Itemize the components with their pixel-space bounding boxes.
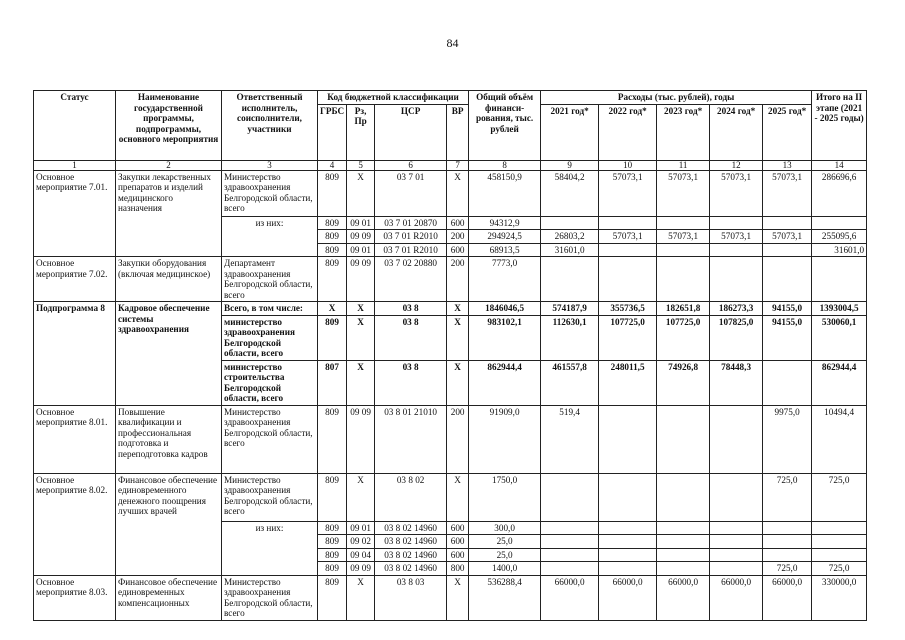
cell-name: Закупки оборудования (включая медицинское) xyxy=(116,257,222,302)
cell-vr: X xyxy=(447,170,469,216)
cell-csr: 03 8 xyxy=(375,302,447,316)
cell-total: 1400,0 xyxy=(469,562,541,576)
cell-2025 xyxy=(763,257,812,302)
table-row xyxy=(34,302,867,316)
cell-vr: X xyxy=(447,302,469,316)
cell-stage-total xyxy=(812,216,867,230)
cell-rzpr: 09 02 xyxy=(347,535,375,549)
cell-grbs: X xyxy=(318,302,347,316)
cell-grbs: 809 xyxy=(318,521,347,535)
cell-csr: 03 8 xyxy=(375,315,447,360)
cell-2024 xyxy=(710,562,763,576)
header-name: Наименование государственной программы, подпрограммы, основного мероприятия xyxy=(116,91,222,161)
cell-2021 xyxy=(541,548,599,562)
cell-vr: 800 xyxy=(447,562,469,576)
cell-2024 xyxy=(710,405,763,473)
cell-2024 xyxy=(710,521,763,535)
cell-responsible: из них: xyxy=(222,521,318,575)
cell-2023 xyxy=(657,535,710,549)
budget-table xyxy=(33,90,867,621)
cell-responsible: Министерство здравоохранения Белгородской области, всего xyxy=(222,170,318,216)
cell-total: 91909,0 xyxy=(469,405,541,473)
header-expenses: Расходы (тыс. рублей), годы xyxy=(541,91,812,105)
cell-name: Повышение квалификации и профессиональная подготовка и переподготовка кадров xyxy=(116,405,222,473)
col-number: 4 xyxy=(318,160,347,170)
cell-total: 68913,5 xyxy=(469,243,541,257)
cell-status: Основное мероприятие 7.01. xyxy=(34,170,116,257)
cell-2021: 66000,0 xyxy=(541,575,599,620)
cell-stage-total: 530060,1 xyxy=(812,315,867,360)
table-row xyxy=(34,170,867,216)
cell-total: 983102,1 xyxy=(469,315,541,360)
cell-2024 xyxy=(710,257,763,302)
cell-vr: X xyxy=(447,360,469,405)
col-number: 7 xyxy=(447,160,469,170)
cell-2023 xyxy=(657,473,710,521)
cell-rzpr: 09 01 xyxy=(347,243,375,257)
header-stage-total: Итого на II этапе (2021 - 2025 годы) xyxy=(812,91,867,161)
col-number: 8 xyxy=(469,160,541,170)
cell-rzpr: X xyxy=(347,315,375,360)
cell-2021: 58404,2 xyxy=(541,170,599,216)
cell-vr: 200 xyxy=(447,257,469,302)
cell-2025: 57073,1 xyxy=(763,170,812,216)
cell-total: 458150,9 xyxy=(469,170,541,216)
header-2024: 2024 год* xyxy=(710,104,763,160)
cell-status: Основное мероприятие 7.02. xyxy=(34,257,116,302)
cell-2021 xyxy=(541,257,599,302)
cell-2021 xyxy=(541,521,599,535)
col-number: 1 xyxy=(34,160,116,170)
cell-2024: 107825,0 xyxy=(710,315,763,360)
col-number: 10 xyxy=(599,160,657,170)
cell-grbs: 809 xyxy=(318,315,347,360)
cell-2022: 57073,1 xyxy=(599,170,657,216)
cell-rzpr: X xyxy=(347,302,375,316)
col-number: 12 xyxy=(710,160,763,170)
cell-rzpr: 09 09 xyxy=(347,257,375,302)
cell-csr: 03 7 01 R2010 xyxy=(375,230,447,244)
cell-csr: 03 8 02 14960 xyxy=(375,535,447,549)
cell-csr: 03 8 03 xyxy=(375,575,447,620)
cell-stage-total: 10494,4 xyxy=(812,405,867,473)
header-total: Общий объём финанси-рования, тыс. рублей xyxy=(469,91,541,161)
col-number: 5 xyxy=(347,160,375,170)
cell-rzpr: X xyxy=(347,360,375,405)
cell-stage-total xyxy=(812,257,867,302)
cell-2024 xyxy=(710,535,763,549)
cell-2025: 725,0 xyxy=(763,562,812,576)
cell-total: 1846046,5 xyxy=(469,302,541,316)
cell-2023 xyxy=(657,216,710,230)
table-row xyxy=(34,473,867,521)
cell-2022 xyxy=(599,243,657,257)
cell-2021 xyxy=(541,535,599,549)
cell-grbs: 809 xyxy=(318,243,347,257)
cell-csr: 03 7 01 20870 xyxy=(375,216,447,230)
cell-name: Финансовое обеспечение единовременного денежного поощрения лучших врачей xyxy=(116,473,222,575)
cell-2022: 66000,0 xyxy=(599,575,657,620)
cell-total: 94312,9 xyxy=(469,216,541,230)
cell-2024 xyxy=(710,243,763,257)
cell-total: 1750,0 xyxy=(469,473,541,521)
header-vr: ВР xyxy=(447,104,469,160)
cell-rzpr: 09 09 xyxy=(347,405,375,473)
cell-responsible: из них: xyxy=(222,216,318,257)
cell-stage-total: 1393004,5 xyxy=(812,302,867,316)
cell-grbs: 809 xyxy=(318,535,347,549)
cell-csr: 03 8 02 14960 xyxy=(375,562,447,576)
header-2022: 2022 год* xyxy=(599,104,657,160)
cell-2022: 57073,1 xyxy=(599,230,657,244)
header-2023: 2023 год* xyxy=(657,104,710,160)
col-number: 14 xyxy=(812,160,867,170)
cell-2025 xyxy=(763,521,812,535)
cell-2022: 355736,5 xyxy=(599,302,657,316)
cell-responsible: Министерство здравоохранения Белгородской области, всего xyxy=(222,575,318,620)
cell-responsible: министерство здравоохранения Белгородской области, всего xyxy=(222,315,318,360)
header-budget-code: Код бюджетной классификации xyxy=(318,91,469,105)
cell-stage-total: 31601,0 xyxy=(812,243,867,257)
cell-vr: 200 xyxy=(447,405,469,473)
cell-vr: X xyxy=(447,315,469,360)
cell-status: Основное мероприятие 8.03. xyxy=(34,575,116,620)
cell-2024 xyxy=(710,216,763,230)
cell-vr: X xyxy=(447,575,469,620)
cell-total: 862944,4 xyxy=(469,360,541,405)
cell-vr: 600 xyxy=(447,243,469,257)
cell-2025: 9975,0 xyxy=(763,405,812,473)
cell-responsible: Министерство здравоохранения Белгородской области, всего xyxy=(222,405,318,473)
cell-rzpr: 09 01 xyxy=(347,521,375,535)
column-number-row xyxy=(34,160,867,170)
cell-total: 294924,5 xyxy=(469,230,541,244)
cell-2024: 57073,1 xyxy=(710,230,763,244)
cell-2025: 57073,1 xyxy=(763,230,812,244)
cell-2025: 725,0 xyxy=(763,473,812,521)
cell-csr: 03 8 01 21010 xyxy=(375,405,447,473)
cell-vr: 600 xyxy=(447,548,469,562)
table-row xyxy=(34,257,867,302)
cell-responsible: Всего, в том числе: xyxy=(222,302,318,316)
cell-grbs: 807 xyxy=(318,360,347,405)
cell-rzpr: X xyxy=(347,575,375,620)
header-grbs: ГРБС xyxy=(318,104,347,160)
cell-2024 xyxy=(710,548,763,562)
cell-csr: 03 7 02 20880 xyxy=(375,257,447,302)
cell-total: 25,0 xyxy=(469,535,541,549)
cell-grbs: 809 xyxy=(318,216,347,230)
cell-responsible: министерство строительства Белгородской области, всего xyxy=(222,360,318,405)
cell-rzpr: X xyxy=(347,170,375,216)
cell-2022 xyxy=(599,257,657,302)
header-2025: 2025 год* xyxy=(763,104,812,160)
table-row xyxy=(34,575,867,620)
cell-vr: X xyxy=(447,473,469,521)
cell-csr: 03 8 xyxy=(375,360,447,405)
cell-2025: 66000,0 xyxy=(763,575,812,620)
cell-2021: 112630,1 xyxy=(541,315,599,360)
cell-2023: 57073,1 xyxy=(657,170,710,216)
cell-vr: 600 xyxy=(447,216,469,230)
cell-2022 xyxy=(599,535,657,549)
cell-2023 xyxy=(657,257,710,302)
cell-2025 xyxy=(763,548,812,562)
cell-stage-total: 725,0 xyxy=(812,562,867,576)
cell-name: Закупки лекарственных препаратов и изделий медицинского назначения xyxy=(116,170,222,257)
cell-csr: 03 7 01 R2010 xyxy=(375,243,447,257)
cell-2022: 248011,5 xyxy=(599,360,657,405)
cell-2023: 182651,8 xyxy=(657,302,710,316)
cell-stage-total: 725,0 xyxy=(812,473,867,521)
cell-2023: 74926,8 xyxy=(657,360,710,405)
cell-stage-total xyxy=(812,535,867,549)
col-number: 2 xyxy=(116,160,222,170)
cell-grbs: 809 xyxy=(318,562,347,576)
cell-2021: 31601,0 xyxy=(541,243,599,257)
cell-2023: 66000,0 xyxy=(657,575,710,620)
cell-2024: 57073,1 xyxy=(710,170,763,216)
cell-grbs: 809 xyxy=(318,230,347,244)
cell-2025 xyxy=(763,360,812,405)
cell-2023 xyxy=(657,405,710,473)
cell-2023 xyxy=(657,521,710,535)
cell-2022: 107725,0 xyxy=(599,315,657,360)
cell-2023: 107725,0 xyxy=(657,315,710,360)
cell-status: Основное мероприятие 8.01. xyxy=(34,405,116,473)
cell-2023 xyxy=(657,548,710,562)
cell-2023: 57073,1 xyxy=(657,230,710,244)
cell-rzpr: 09 01 xyxy=(347,216,375,230)
col-number: 6 xyxy=(375,160,447,170)
header-status: Статус xyxy=(34,91,116,161)
cell-grbs: 809 xyxy=(318,473,347,521)
cell-2024 xyxy=(710,473,763,521)
col-number: 13 xyxy=(763,160,812,170)
header-csr: ЦСР xyxy=(375,104,447,160)
header-2021: 2021 год* xyxy=(541,104,599,160)
cell-2021: 26803,2 xyxy=(541,230,599,244)
cell-2024: 186273,3 xyxy=(710,302,763,316)
cell-total: 536288,4 xyxy=(469,575,541,620)
cell-total: 25,0 xyxy=(469,548,541,562)
cell-grbs: 809 xyxy=(318,575,347,620)
cell-stage-total: 330000,0 xyxy=(812,575,867,620)
col-number: 9 xyxy=(541,160,599,170)
cell-2022 xyxy=(599,562,657,576)
cell-rzpr: 09 04 xyxy=(347,548,375,562)
page-number: 84 xyxy=(446,36,459,50)
cell-total: 300,0 xyxy=(469,521,541,535)
cell-2024: 66000,0 xyxy=(710,575,763,620)
cell-grbs: 809 xyxy=(318,170,347,216)
col-number: 3 xyxy=(222,160,318,170)
cell-vr: 600 xyxy=(447,535,469,549)
cell-csr: 03 8 02 14960 xyxy=(375,548,447,562)
cell-2025: 94155,0 xyxy=(763,315,812,360)
cell-stage-total: 255095,6 xyxy=(812,230,867,244)
cell-2024: 78448,3 xyxy=(710,360,763,405)
cell-2025 xyxy=(763,535,812,549)
cell-2023 xyxy=(657,562,710,576)
cell-2021: 519,4 xyxy=(541,405,599,473)
header-responsible: Ответственный исполнитель, соисполнители, участники xyxy=(222,91,318,161)
cell-2025 xyxy=(763,216,812,230)
cell-2022 xyxy=(599,521,657,535)
cell-2022 xyxy=(599,548,657,562)
cell-vr: 200 xyxy=(447,230,469,244)
cell-responsible: Министерство здравоохранения Белгородской области, всего xyxy=(222,473,318,521)
cell-stage-total: 286696,6 xyxy=(812,170,867,216)
cell-stage-total: 862944,4 xyxy=(812,360,867,405)
cell-name: Кадровое обеспечение системы здравоохранения xyxy=(116,302,222,406)
cell-grbs: 809 xyxy=(318,257,347,302)
cell-total: 7773,0 xyxy=(469,257,541,302)
table-row xyxy=(34,405,867,473)
cell-csr: 03 8 02 14960 xyxy=(375,521,447,535)
col-number: 11 xyxy=(657,160,710,170)
cell-2021: 461557,8 xyxy=(541,360,599,405)
cell-rzpr: 09 09 xyxy=(347,230,375,244)
cell-2022 xyxy=(599,473,657,521)
cell-rzpr: 09 09 xyxy=(347,562,375,576)
cell-csr: 03 7 01 xyxy=(375,170,447,216)
cell-csr: 03 8 02 xyxy=(375,473,447,521)
cell-responsible: Департамент здравоохранения Белгородской области, всего xyxy=(222,257,318,302)
cell-stage-total xyxy=(812,548,867,562)
cell-2025: 94155,0 xyxy=(763,302,812,316)
cell-2025 xyxy=(763,243,812,257)
cell-name: Финансовое обеспечение единовременных компенсационных xyxy=(116,575,222,620)
cell-rzpr: X xyxy=(347,473,375,521)
cell-status: Основное мероприятие 8.02. xyxy=(34,473,116,575)
cell-2021 xyxy=(541,473,599,521)
cell-2023 xyxy=(657,243,710,257)
cell-stage-total xyxy=(812,521,867,535)
cell-2021 xyxy=(541,216,599,230)
cell-2022 xyxy=(599,216,657,230)
cell-grbs: 809 xyxy=(318,405,347,473)
header-rzpr: Рз, Пр xyxy=(347,104,375,160)
cell-2021 xyxy=(541,562,599,576)
cell-vr: 600 xyxy=(447,521,469,535)
cell-status: Подпрограмма 8 xyxy=(34,302,116,406)
cell-2021: 574187,9 xyxy=(541,302,599,316)
cell-grbs: 809 xyxy=(318,548,347,562)
cell-2022 xyxy=(599,405,657,473)
